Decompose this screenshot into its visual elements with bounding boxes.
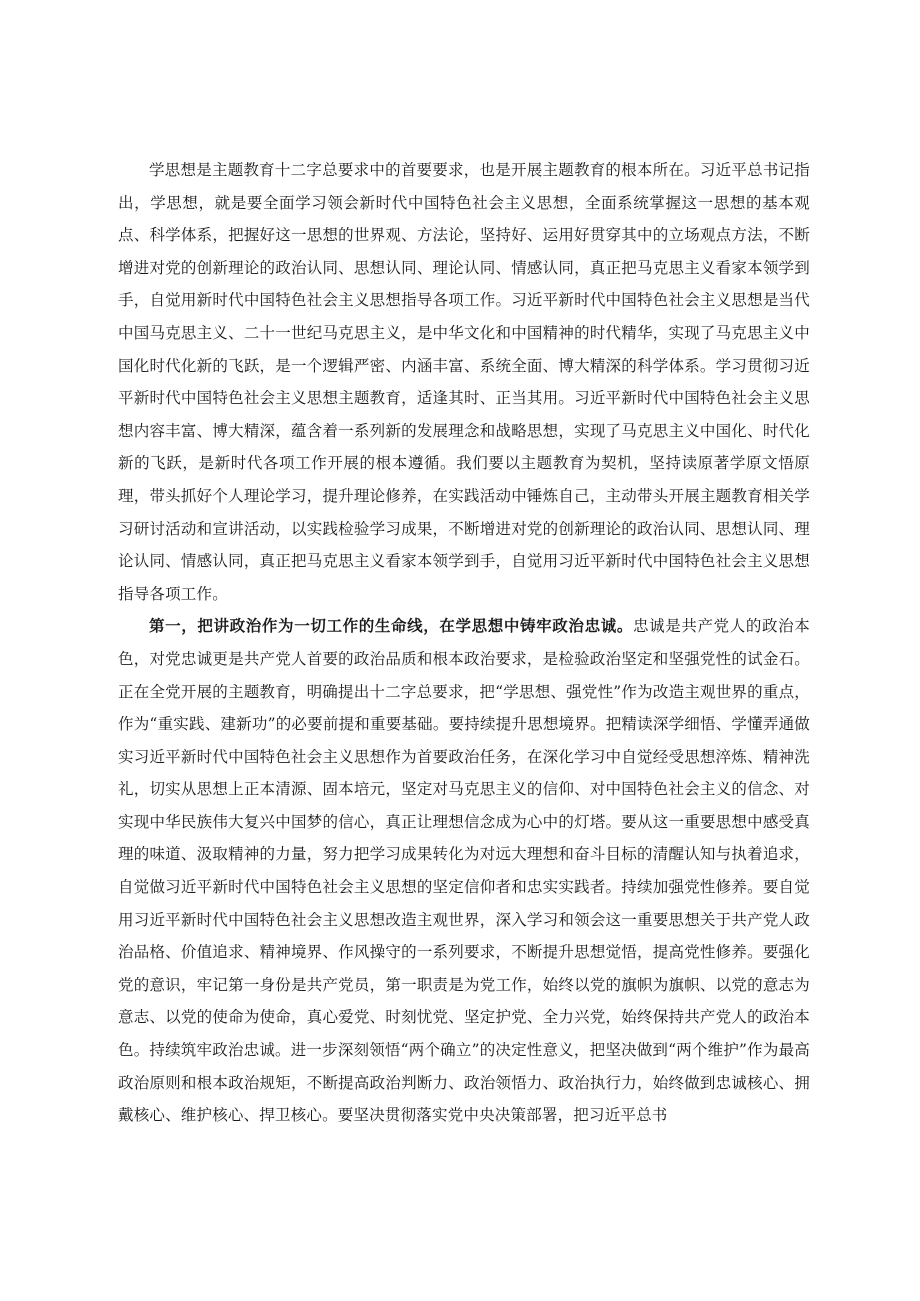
paragraph-intro-text: 学思想是主题教育十二字总要求中的首要要求，也是开展主题教育的根本所在。习近平总书记指出，学思想，就是要全面学习领会新时代中国特色社会主义思想，全面系统掌握这一思想的基本观点、科学体系，把握好这一思想的世界观、方法论，坚持好、运用好贯穿其中的立场观点方法，不断增进对党的创新理论的政治认同、思想认同、理论认同、情感认同，真正把马克思主义看家本领学到手，自觉用新时代中国特色社会主义思想指导各项工作。习近平新时代中国特色社会主义思想是当代中国马克思主义、二十一世纪马克思主义，是中华文化和中国精神的时代精华，实现了马克思主义中国化时代化新的飞跃，是一个逻辑严密、内涵丰富、系统全面、博大精深的科学体系。学习贯彻习近平新时代中国特色社会主义思想主题教育，适逢其时、正当其用。习近平新时代中国特色社会主义思想内容丰富、博大精深，蕴含着一系列新的发展理念和战略思想，实现了马克思主义中国化、时代化新的飞跃，是新时代各项工作开展的根本遵循。我们要以主题教育为契机，坚持读原著学原文悟原理，带头抓好个人理论学习，提升理论修养，在实践活动中锤炼自己，主动带头开展主题教育相关学习研讨活动和宣讲活动，以实践检验学习成果，不断增进对党的创新理论的政治认同、思想认同、理论认同、情感认同，真正把马克思主义看家本领学到手，自觉用习近平新时代中国特色社会主义思想指导各项工作。 xyxy=(118,161,810,603)
paragraph-first-point-heading: 第一，把讲政治作为一切工作的生命线，在学思想中铸牢政治忠诚。 xyxy=(149,617,633,636)
paragraph-intro xyxy=(118,154,810,610)
document-body xyxy=(118,154,810,1132)
paragraph-first-point xyxy=(118,610,810,1132)
paragraph-first-point-text: 忠诚是共产党人的政治本色，对党忠诚更是共产党人首要的政治品质和根本政治要求，是检验政治坚定和坚强党性的试金石。正在全党开展的主题教育，明确提出十二字总要求，把“学思想、强党性”作为改造主观世界的重点，作为“重实践、建新功”的必要前提和重要基础。要持续提升思想境界。把精读深学细悟、学懂弄通做实习近平新时代中国特色社会主义思想作为首要政治任务，在深化学习中自觉经受思想淬炼、精神洗礼，切实从思想上正本清源、固本培元，坚定对马克思主义的信仰、对中国特色社会主义的信念、对实现中华民族伟大复兴中国梦的信心，真正让理想信念成为心中的灯塔。要从这一重要思想中感受真理的味道、汲取精神的力量，努力把学习成果转化为对远大理想和奋斗目标的清醒认知与执着追求，自觉做习近平新时代中国特色社会主义思想的坚定信仰者和忠实实践者。持续加强党性修养。要自觉用习近平新时代中国特色社会主义思想改造主观世界，深入学习和领会这一重要思想关于共产党人政治品格、价值追求、精神境界、作风操守的一系列要求，不断提升思想觉悟，提高党性修养。要强化党的意识，牢记第一身份是共产党员，第一职责是为党工作，始终以党的旗帜为旗帜、以党的意志为意志、以党的使命为使命，真心爱党、时刻忧党、坚定护党、全力兴党，始终保持共产党人的政治本色。持续筑牢政治忠诚。进一步深刻领悟“两个确立”的决定性意义，把坚决做到“两个维护”作为最高政治原则和根本政治规矩，不断提高政治判断力、政治领悟力、政治执行力，始终做到忠诚核心、拥戴核心、维护核心、捍卫核心。要坚决贯彻落实党中央决策部署，把习近平总书 xyxy=(118,617,810,1125)
